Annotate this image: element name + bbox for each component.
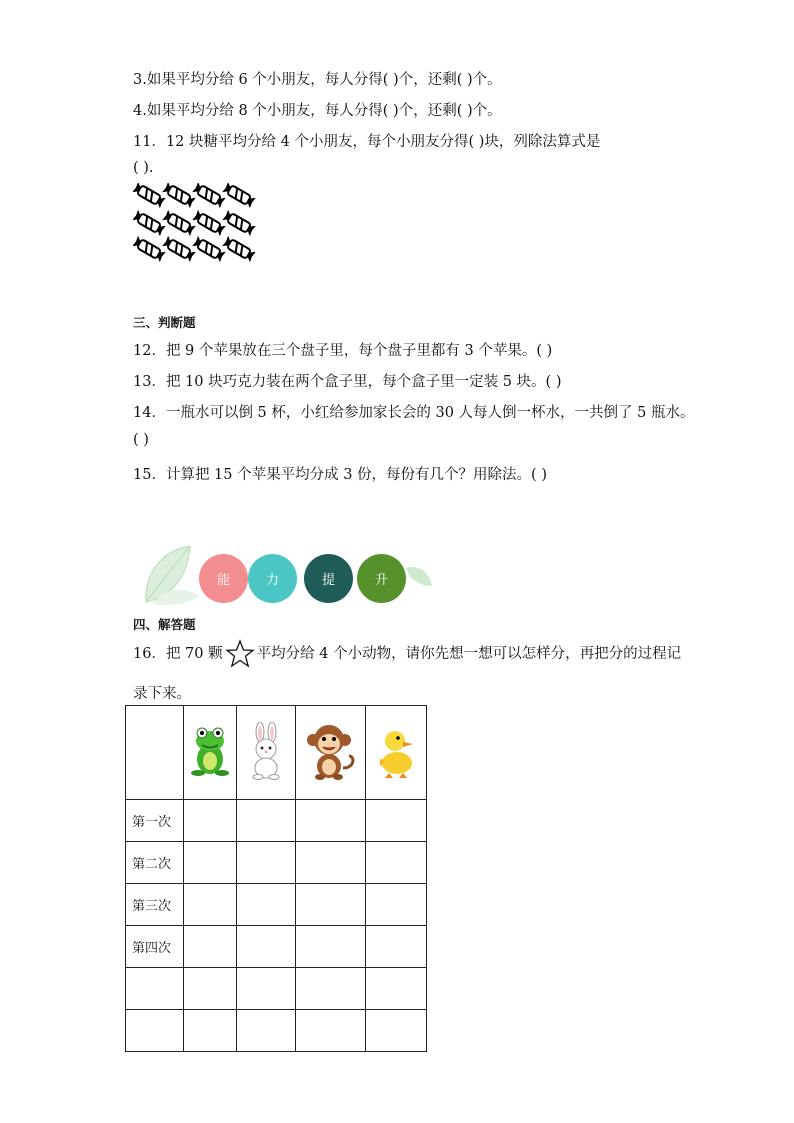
answer-cell[interactable] (366, 884, 427, 926)
section-3-title: 三、判断题 (133, 315, 196, 330)
duck-icon (375, 723, 417, 779)
banner-circle-3: 提 (304, 554, 353, 603)
answer-cell[interactable] (237, 968, 296, 1010)
row-label: 第一次 (126, 800, 184, 842)
answer-cell[interactable] (296, 1010, 366, 1052)
row-label (126, 968, 184, 1010)
section-4-title: 四、解答题 (133, 617, 196, 632)
small-leaf-icon (404, 564, 434, 590)
rabbit-icon (246, 722, 286, 780)
question-11-line1: 11．12 块糖平均分给 4 个小朋友，每个小朋友分得( )块，列除法算式是 (133, 134, 601, 150)
table-row (126, 800, 427, 842)
monkey-icon (305, 722, 357, 780)
answer-cell[interactable] (366, 800, 427, 842)
answer-cell[interactable] (296, 800, 366, 842)
frog-cell (184, 706, 237, 800)
answer-cell[interactable] (366, 926, 427, 968)
banner-circle-1: 能 (199, 554, 248, 603)
answer-cell[interactable] (184, 926, 237, 968)
question-12: 12．把 9 个苹果放在三个盘子里，每个盘子里都有 3 个苹果。( ) (133, 343, 553, 359)
row-label: 第四次 (126, 926, 184, 968)
question-11-line2: ( ). (133, 160, 154, 176)
answer-cell[interactable] (296, 968, 366, 1010)
answer-cell[interactable] (184, 800, 237, 842)
question-14-line2: ( ) (133, 432, 149, 448)
answer-cell[interactable] (237, 926, 296, 968)
question-16-part1: 16．把 70 颗 (133, 646, 223, 662)
fill-line-3: 3.如果平均分给 6 个小朋友，每人分得( )个，还剩( )个。 (133, 72, 502, 88)
answer-cell[interactable] (366, 842, 427, 884)
leaf-icon (142, 544, 202, 606)
frog-icon (190, 723, 230, 779)
rabbit-cell (237, 706, 296, 800)
row-label: 第三次 (126, 884, 184, 926)
question-16-part2: 平均分给 4 个小动物，请你先想一想可以怎样分，再把分的过程记 (256, 646, 682, 662)
answer-cell[interactable] (184, 968, 237, 1010)
answer-cell[interactable] (184, 842, 237, 884)
banner-circle-4: 升 (357, 554, 406, 603)
row-label: 第二次 (126, 842, 184, 884)
question-13: 13．把 10 块巧克力装在两个盒子里，每个盒子里一定装 5 块。( ) (133, 374, 562, 390)
answer-cell[interactable] (366, 968, 427, 1010)
question-15: 15．计算把 15 个苹果平均分成 3 份，每份有几个？用除法。( ) (133, 467, 547, 483)
answer-cell[interactable] (366, 1010, 427, 1052)
answer-cell[interactable] (237, 842, 296, 884)
answer-cell[interactable] (237, 800, 296, 842)
table-row (126, 842, 427, 884)
answer-cell[interactable] (184, 884, 237, 926)
table-row (126, 1010, 427, 1052)
banner-circle-2: 力 (248, 554, 297, 603)
table-row (126, 926, 427, 968)
question-16-line2: 录下来。 (133, 686, 191, 702)
table-row (126, 884, 427, 926)
answer-cell[interactable] (237, 1010, 296, 1052)
answer-cell[interactable] (296, 842, 366, 884)
duck-cell (366, 706, 427, 800)
table-row (126, 968, 427, 1010)
record-table (125, 705, 427, 1052)
table-header-row (126, 706, 427, 800)
ability-banner (142, 544, 442, 606)
table-corner-cell (126, 706, 184, 800)
row-label (126, 1010, 184, 1052)
answer-cell[interactable] (184, 1010, 237, 1052)
monkey-cell (296, 706, 366, 800)
question-16-line1 (133, 639, 681, 669)
question-14-line1: 14．一瓶水可以倒 5 杯，小红给参加家长会的 30 人每人倒一杯水，一共倒了 5 瓶水。 (133, 405, 695, 421)
star-icon (225, 639, 255, 669)
fill-line-4: 4.如果平均分给 8 个小朋友，每人分得( )个，还剩( )个。 (133, 103, 502, 119)
answer-cell[interactable] (237, 884, 296, 926)
answer-cell[interactable] (296, 884, 366, 926)
candy-group-icon (133, 183, 263, 265)
answer-cell[interactable] (296, 926, 366, 968)
